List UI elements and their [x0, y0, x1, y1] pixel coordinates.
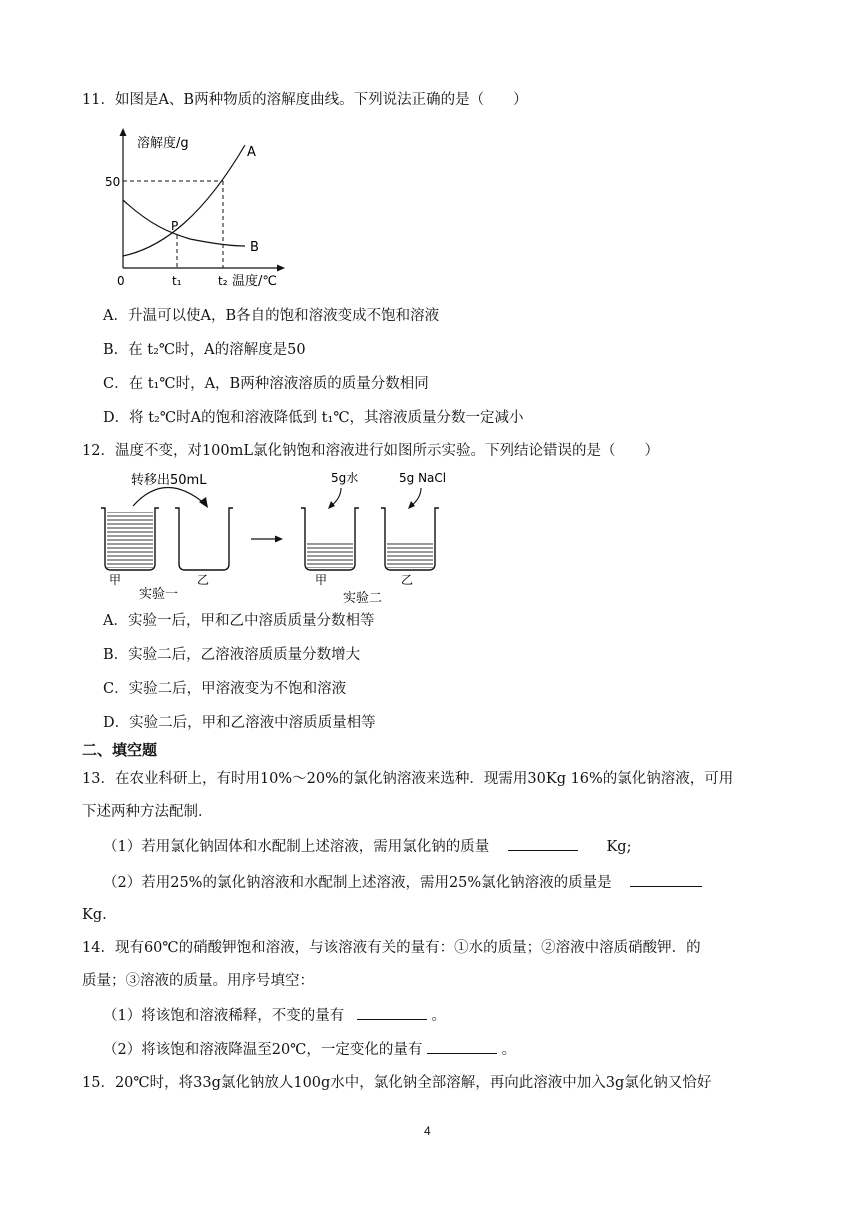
exp2-label: 实验二: [343, 591, 383, 606]
t1-label: t₁: [172, 274, 182, 288]
nacl-arrow-head-icon: [408, 501, 415, 509]
y-axis-arrow-icon: [120, 128, 127, 136]
curve-a: [123, 145, 245, 256]
page-number: 4: [424, 1124, 431, 1138]
q12-option-a: A．实验一后，甲和乙中溶质质量分数相等: [103, 613, 375, 629]
curve-a-label: A: [247, 145, 256, 160]
yi-label-1: 乙: [197, 573, 210, 587]
jia-label-2: 甲: [315, 573, 328, 587]
q13-stem-line1: 13．在农业科研上，有时用10%～20%的氯化钠溶液来选种．现需用30Kg 16%的氯化钠溶液，可用: [82, 771, 734, 787]
q13-blank-1[interactable]: [508, 836, 578, 851]
y-axis-label: 溶解度/g: [137, 136, 189, 151]
q12-stem: 12．温度不变，对100mL氯化钠饱和溶液进行如图所示实验。下列结论错误的是（ ）: [82, 443, 660, 459]
yi-label-2: 乙: [401, 573, 414, 587]
q13-stem-line2: 下述两种方法配制．: [82, 804, 213, 820]
q14-sub2: [103, 1039, 516, 1060]
q15-stem-line1: 15．20℃时，将33g氯化钠放人100g水中，氯化钠全部溶解，再向此溶液中加入3g氯化钠又恰好: [82, 1075, 712, 1091]
q11-option-a: A．升温可以使A，B各自的饱和溶液变成不饱和溶液: [103, 308, 440, 324]
q14-sub1: [103, 1005, 446, 1026]
q13-sub1: [103, 836, 631, 857]
q14-sub2-text: （2）将该饱和溶液降温至20℃，一定变化的量有: [103, 1042, 423, 1058]
t2-label: t₂: [218, 274, 228, 288]
q14-blank-1[interactable]: [357, 1005, 427, 1020]
water-arrow-head-icon: [328, 501, 335, 509]
transfer-arrow: [133, 487, 205, 506]
q14-sub1-end: 。: [431, 1008, 446, 1024]
q14-sub1-text: （1）将该饱和溶液稀释，不变的量有: [103, 1008, 345, 1024]
q13-sub1-text: （1）若用氯化钠固体和水配制上述溶液，需用氯化钠的质量: [103, 839, 490, 855]
q13-sub2: [103, 872, 702, 893]
q12-option-d: D．实验二后，甲和乙溶液中溶质质量相等: [103, 715, 376, 731]
q11-option-d: D．将 t₂℃时A的饱和溶液降低到 t₁℃，其溶液质量分数一定减小: [103, 410, 524, 426]
transfer-arrow-head-icon: [199, 497, 208, 508]
q12-option-c: C．实验二后，甲溶液变为不饱和溶液: [103, 681, 347, 697]
liquid-jia-1: [107, 512, 153, 568]
x-axis-label: 温度/℃: [232, 274, 277, 289]
experiment-figure: [95, 466, 465, 606]
jia-label-1: 甲: [109, 573, 122, 587]
solubility-curve-figure: [95, 125, 295, 295]
q13-sub2-text: （2）若用25%的氯化钠溶液和水配制上述溶液，需用25%氯化钠溶液的质量是: [103, 875, 612, 891]
nacl-label: 5g NaCl: [399, 471, 447, 485]
q11-option-c: C．在 t₁℃时，A，B两种溶液溶质的质量分数相同: [103, 376, 429, 392]
q14-sub2-end: 。: [501, 1042, 517, 1058]
q14-stem-line1: 14．现有60℃的硝酸钾饱和溶液，与该溶液有关的量有：①水的质量；②溶液中溶质硝酸钾．的: [82, 940, 701, 956]
q11-option-b: B．在 t₂℃时，A的溶解度是50: [103, 342, 306, 358]
q12-option-b: B．实验二后，乙溶液溶质质量分数增大: [103, 647, 361, 663]
beaker-yi-1: [175, 508, 233, 570]
transfer-label: 转移出50mL: [131, 473, 207, 488]
q11-stem: 11．如图是A、B两种物质的溶解度曲线。下列说法正确的是（ ）: [82, 92, 528, 108]
q13-sub2-unit: Kg.: [82, 907, 107, 923]
y-tick-50: 50: [105, 175, 121, 189]
x-axis-arrow-icon: [277, 265, 285, 272]
water-label: 5g水: [331, 471, 359, 485]
q14-blank-2[interactable]: [427, 1039, 497, 1054]
section-title-fill-in: 二、填空题: [82, 741, 158, 759]
exp1-label: 实验一: [139, 587, 179, 602]
liquid-yi-2: [387, 542, 433, 568]
process-arrow-head-icon: [275, 536, 283, 543]
q13-blank-2[interactable]: [630, 872, 702, 887]
liquid-jia-2: [307, 542, 353, 568]
q14-stem-line2: 质量；③溶液的质量。用序号填空：: [82, 973, 314, 989]
origin-label: 0: [117, 274, 125, 288]
q13-sub1-unit: Kg;: [606, 839, 632, 855]
point-p-label: P: [171, 219, 179, 233]
curve-b-label: B: [250, 240, 259, 255]
